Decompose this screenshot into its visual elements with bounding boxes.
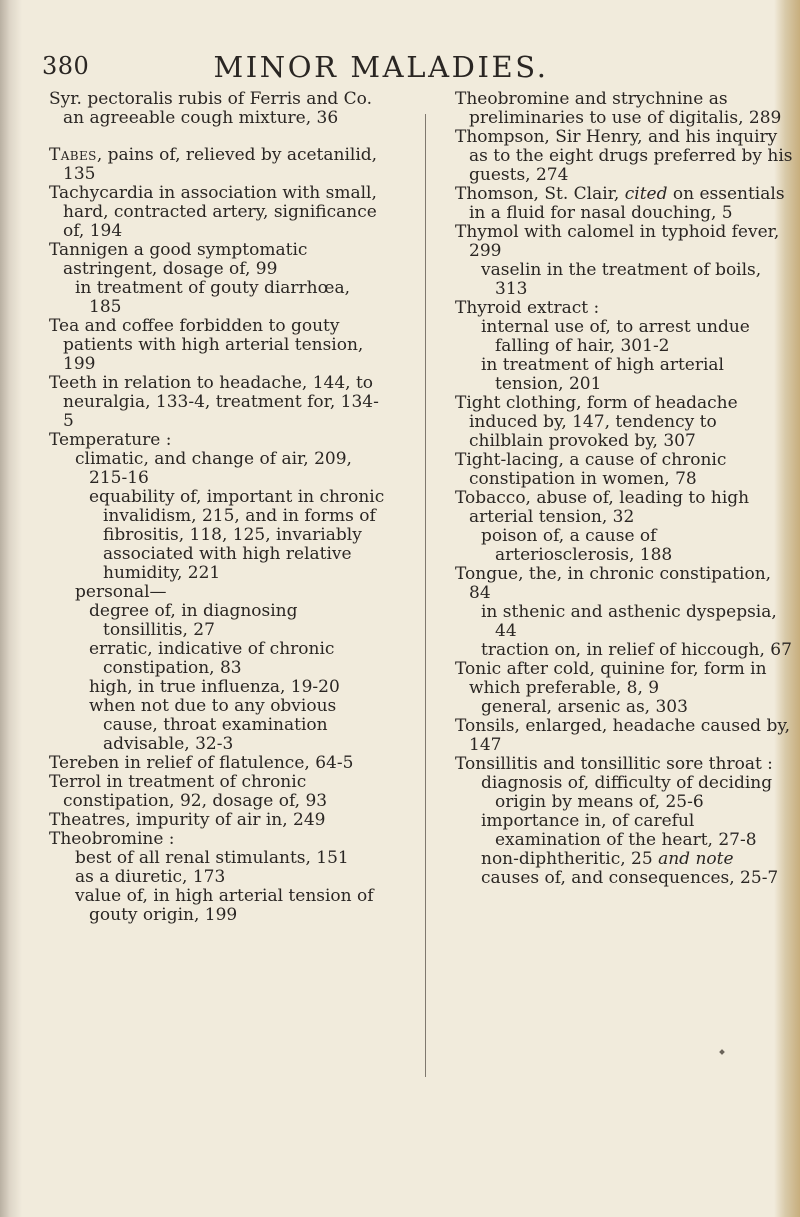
index-entry: Tonsillitis and tonsillitic sore throat : xyxy=(455,754,773,774)
index-subentry: value of, in high arterial tension of gouty origin, 199 xyxy=(75,886,374,925)
index-subentry: traction on, in relief of hiccough, 67 xyxy=(481,640,792,660)
index-entry: Tobacco, abuse of, leading to high arterial tension, 32 xyxy=(455,488,750,527)
index-subentry: in sthenic and asthenic dyspepsia, 44 xyxy=(481,602,777,641)
entry-text: Thomson, St. Clair, xyxy=(455,184,625,204)
index-entry: Thymol with calomel in typhoid fever, 299 xyxy=(455,222,780,261)
page-gutter-shadow xyxy=(0,0,22,1217)
index-subsubentry: equability of, important in chronic invalidism, 215, and in forms of fibrositis, 118, 125, invariably associated with high relative humidity, 221 xyxy=(89,487,385,583)
index-subentry: general, arsenic as, 303 xyxy=(481,697,688,717)
page-number: 380 xyxy=(42,52,90,80)
entry-lead: Tabes xyxy=(49,145,97,165)
index-subentry: as a diuretic, 173 xyxy=(75,867,226,887)
page-header xyxy=(36,38,726,84)
right-column xyxy=(455,90,793,888)
index-entry: Tonic after cold, quinine for, form in which preferable, 8, 9 xyxy=(455,659,767,698)
index-entry: Syr. pectoralis rubis of Ferris and Co. an agreeable cough mixture, 36 xyxy=(49,89,373,128)
entry-gap xyxy=(49,128,387,146)
column-divider xyxy=(425,114,426,1077)
index-entry xyxy=(455,185,793,223)
index-entry: Theobromine : xyxy=(49,829,175,849)
index-entry: Theobromine and strychnine as preliminaries to use of digitalis, 289 xyxy=(455,89,782,128)
index-subentry: climatic, and change of air, 209, 215-16 xyxy=(75,449,352,488)
index-entry: Tight-lacing, a cause of chronic constipation in women, 78 xyxy=(455,450,727,489)
index-subentry xyxy=(455,850,793,869)
index-subsubentry: high, in true influenza, 19-20 xyxy=(89,677,340,697)
index-subentry: poison of, a cause of arteriosclerosis, 188 xyxy=(481,526,673,565)
index-entry: Temperature : xyxy=(49,430,172,450)
entry-italic: and note xyxy=(658,849,734,869)
index-entry: Tea and coffee forbidden to gouty patients with high arterial tension, 199 xyxy=(49,316,364,374)
entry-italic: cited xyxy=(624,184,668,204)
index-entry: Tannigen a good symptomatic astringent, dosage of, 99 xyxy=(49,240,308,279)
index-subsubentry: degree of, in diagnosing tonsillitis, 27 xyxy=(89,601,298,640)
index-entry: Thyroid extract : xyxy=(455,298,600,318)
index-subentry: best of all renal stimulants, 151 xyxy=(75,848,349,868)
index-subentry: in treatment of high arterial tension, 201 xyxy=(481,355,724,394)
print-mark xyxy=(719,1049,725,1055)
index-entry: Tongue, the, in chronic constipation, 84 xyxy=(455,564,772,603)
entry-text-after: on essentials in a fluid for nasal douching, 5 xyxy=(469,184,785,223)
index-subentry: diagnosis of, difficulty of deciding origin by means of, 25-6 xyxy=(481,773,773,812)
index-entry: Terrol in treatment of chronic constipation, 92, dosage of, 93 xyxy=(49,772,328,811)
index-entry xyxy=(49,146,387,184)
index-subentry: vaselin in the treatment of boils, 313 xyxy=(481,260,762,299)
index-subentry: causes of, and consequences, 25-7 xyxy=(481,868,779,888)
index-subentry: in treatment of gouty diarrhœa, 185 xyxy=(75,278,350,317)
index-entry: Tereben in relief of flatulence, 64-5 xyxy=(49,753,354,773)
running-title: MINOR MALADIES. xyxy=(213,50,549,84)
index-entry: Theatres, impurity of air in, 249 xyxy=(49,810,326,830)
entry-text: non-diphtheritic, 25 xyxy=(481,849,659,869)
index-entry: Tachycardia in association with small, hard, contracted artery, significance of, 194 xyxy=(49,183,377,241)
index-entry: Teeth in relation to headache, 144, to neuralgia, 133-4, treatment for, 134-5 xyxy=(49,373,379,431)
left-column xyxy=(49,90,387,925)
index-subentry: personal— xyxy=(75,582,167,602)
index-entry: Thompson, Sir Henry, and his inquiry as to the eight drugs preferred by his guests, 274 xyxy=(455,127,793,185)
index-entry: Tonsils, enlarged, headache caused by, 147 xyxy=(455,716,791,755)
index-entry: Tight clothing, form of headache induced by, 147, tendency to chilblain provoked by, 307 xyxy=(455,393,738,451)
entry-text: , pains of, relieved by acetanilid, 135 xyxy=(63,145,378,184)
index-subsubentry: when not due to any obvious cause, throat examination advisable, 32-3 xyxy=(89,696,337,754)
index-subentry: internal use of, to arrest undue falling of hair, 301-2 xyxy=(481,317,750,356)
index-subsubentry: erratic, indicative of chronic constipation, 83 xyxy=(89,639,335,678)
index-subentry: importance in, of careful examination of the heart, 27-8 xyxy=(481,811,757,850)
